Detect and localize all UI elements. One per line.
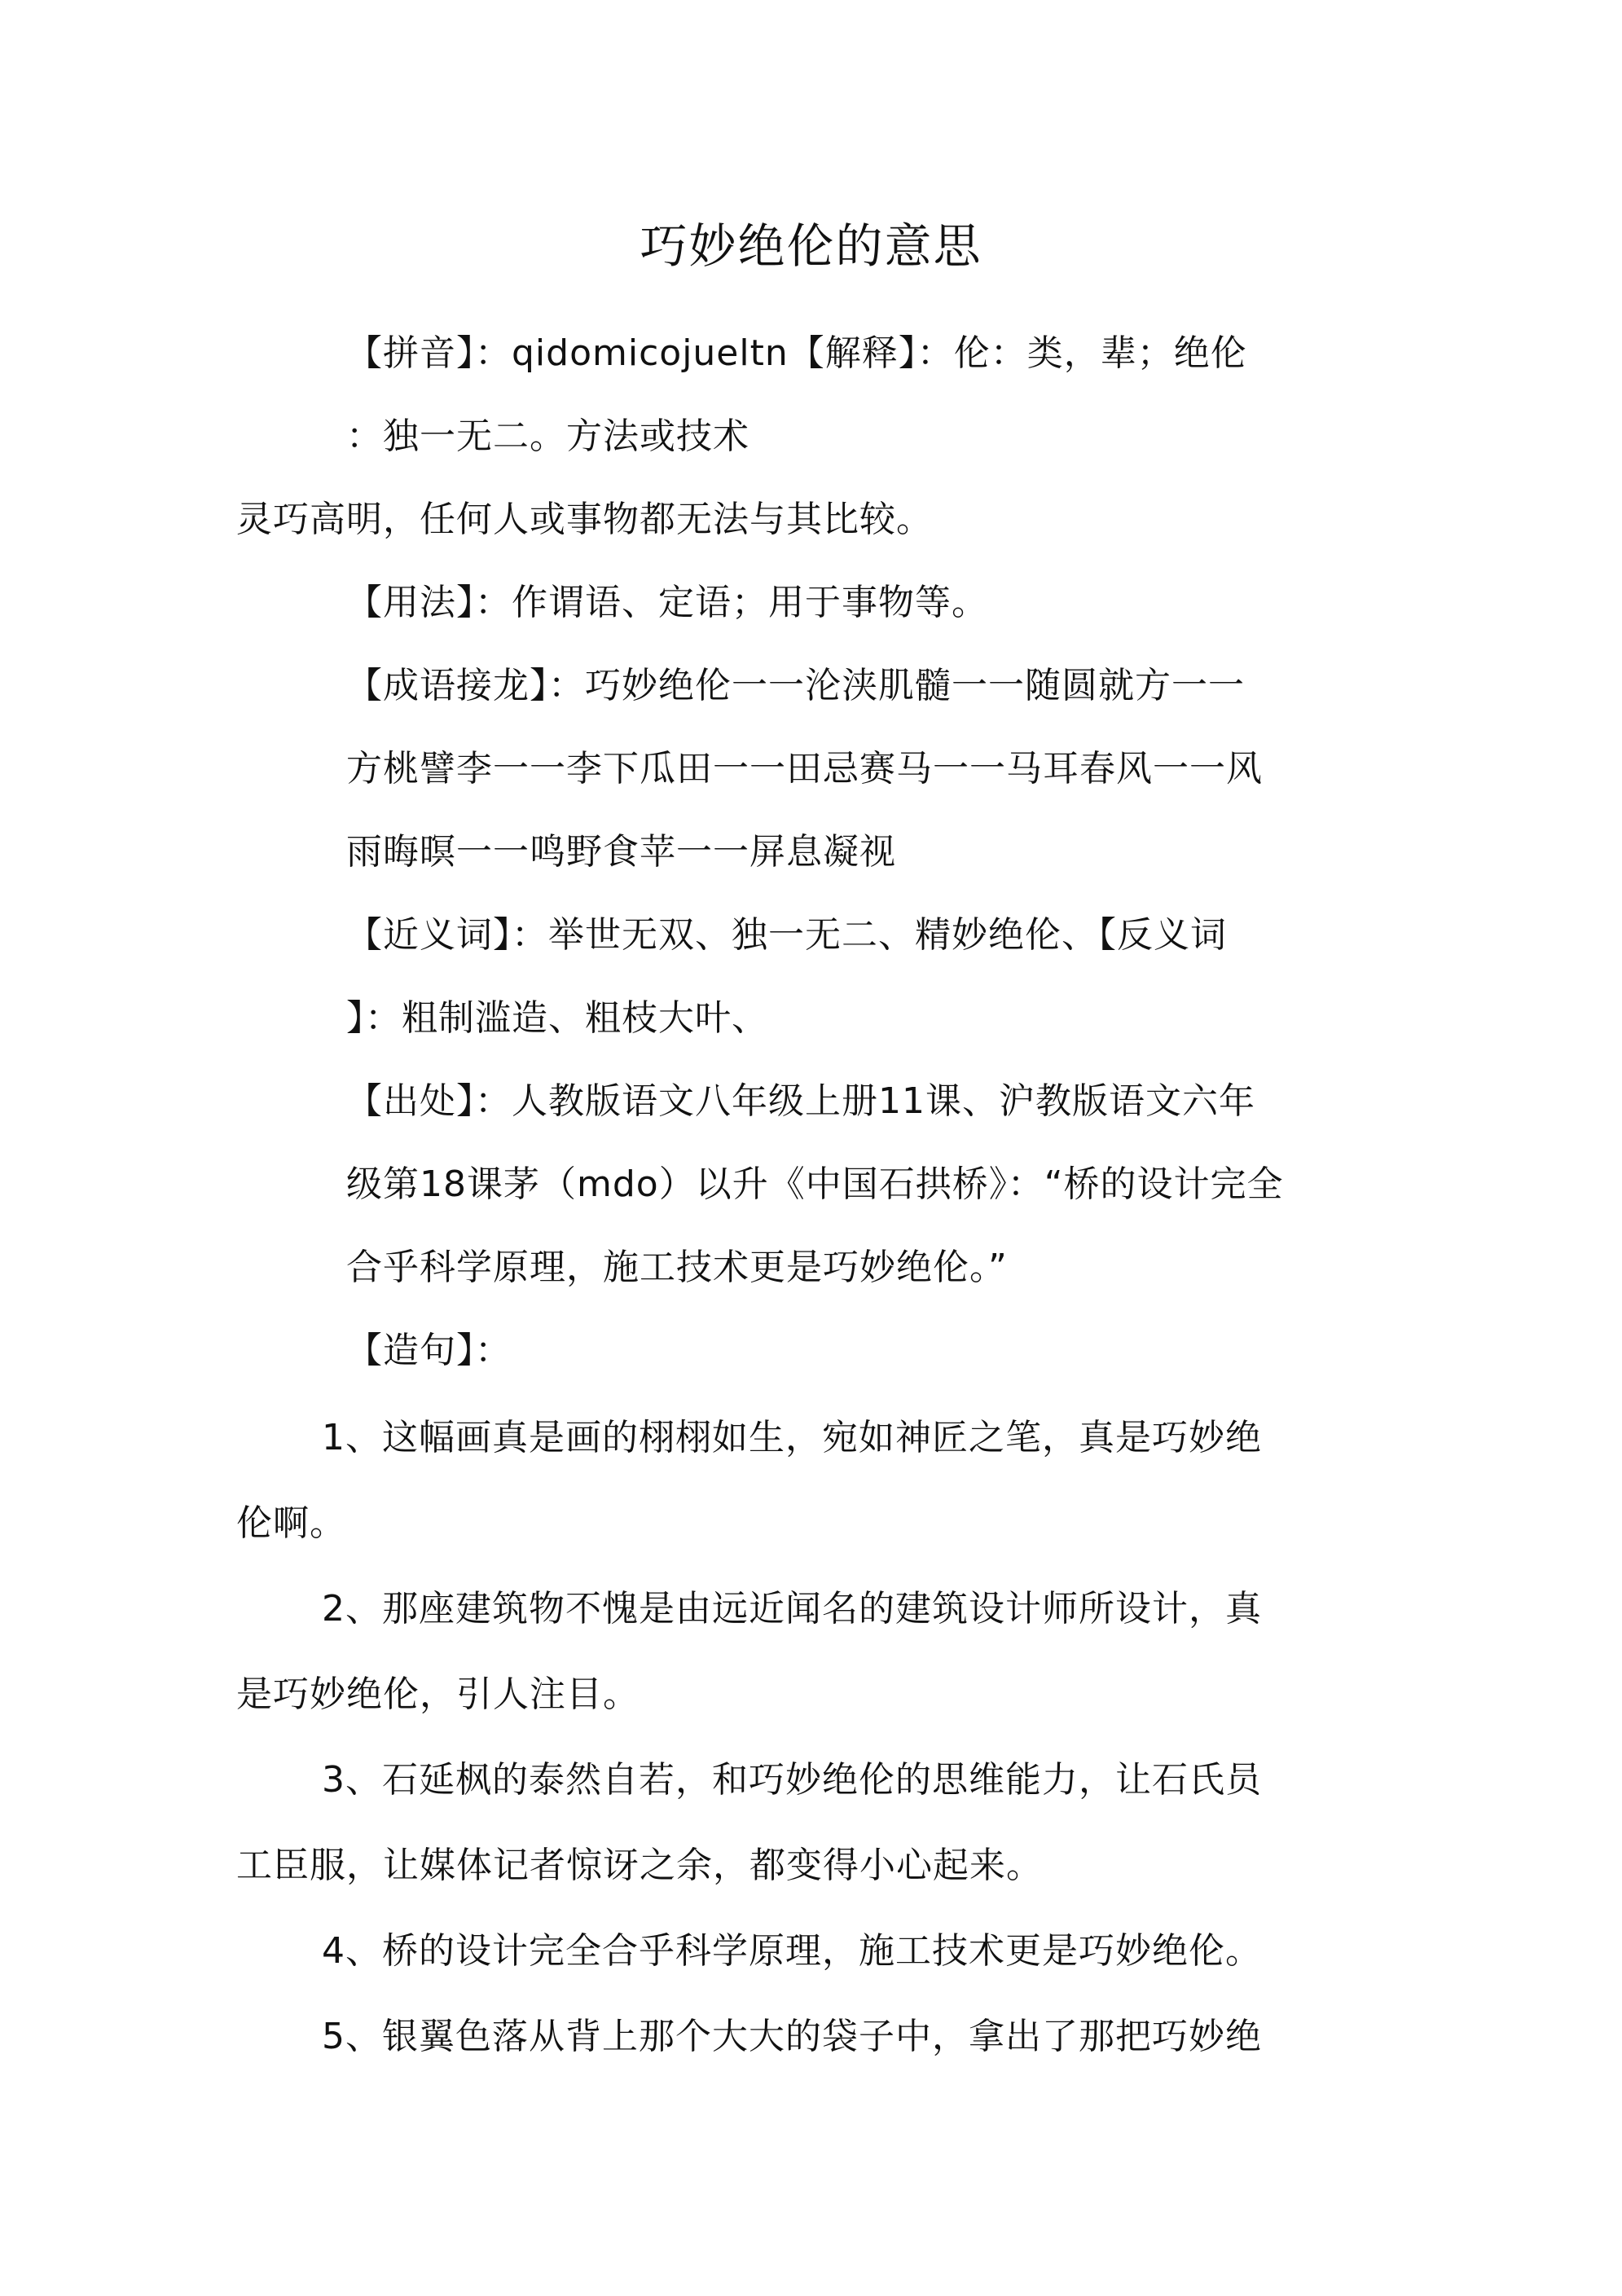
pinyin-line: 【拼音】：qidomicojueltn【解释】：伦：类，辈；绝伦 bbox=[346, 332, 1247, 374]
synonyms-line: 【近义词】：举世无双、独一无二、精妙绝伦、【反义词 bbox=[346, 914, 1227, 956]
example-2-line-1: 2、那座建筑物不愧是由远近闻名的建筑设计师所设计，真 bbox=[322, 1588, 1262, 1630]
example-1-line-2: 伦啊。 bbox=[236, 1502, 346, 1544]
examples-heading: 【造句】： bbox=[346, 1330, 512, 1371]
example-4-line-1: 4、桥的设计完全合乎科学原理，施工技术更是巧妙绝伦。 bbox=[322, 1930, 1262, 1972]
source-line-2: 级第18课茅（mdo）以升《中国石拱桥》：“桥的设计完全 bbox=[346, 1163, 1284, 1205]
example-1-line-1: 1、这幅画真是画的栩栩如生，宛如神匠之笔，真是巧妙绝 bbox=[322, 1417, 1262, 1458]
idiom-chain-line-2: 方桃譬李一一李下瓜田一一田忌赛马一一马耳春风一一风 bbox=[346, 748, 1263, 790]
source-line-1: 【出处】：人教版语文八年级上册11课、沪教版语文六年 bbox=[346, 1080, 1255, 1122]
definition-line: 灵巧高明，任何人或事物都无法与其比较。 bbox=[236, 499, 933, 540]
usage-line: 【用法】：作谓语、定语；用于事物等。 bbox=[346, 582, 988, 623]
source-line-3: 合乎科学原理，施工技术更是巧妙绝伦。” bbox=[346, 1247, 1008, 1288]
example-3-line-1: 3、石延枫的泰然自若，和巧妙绝伦的思维能力，让石氏员 bbox=[322, 1759, 1262, 1801]
antonyms-line: 】：粗制滥造、粗枝大叶、 bbox=[346, 997, 768, 1039]
example-5-line-1: 5、银翼色落从背上那个大大的袋子中，拿出了那把巧妙绝 bbox=[322, 2016, 1262, 2057]
example-3-line-2: 工臣服，让媒体记者惊讶之余，都变得小心起来。 bbox=[236, 1845, 1043, 1886]
example-2-line-2: 是巧妙绝伦，引人注目。 bbox=[236, 1674, 640, 1715]
idiom-chain-line-3: 雨晦暝一一鸣野食苹一一屏息凝视 bbox=[346, 831, 896, 873]
idiom-chain-line-1: 【成语接龙】：巧妙绝伦一一沦浃肌髓一一随圆就方一一 bbox=[346, 665, 1245, 706]
definition-continuation: ：独一无二。方法或技术 bbox=[346, 416, 749, 457]
page-title: 巧妙绝伦的意思 bbox=[640, 218, 982, 274]
